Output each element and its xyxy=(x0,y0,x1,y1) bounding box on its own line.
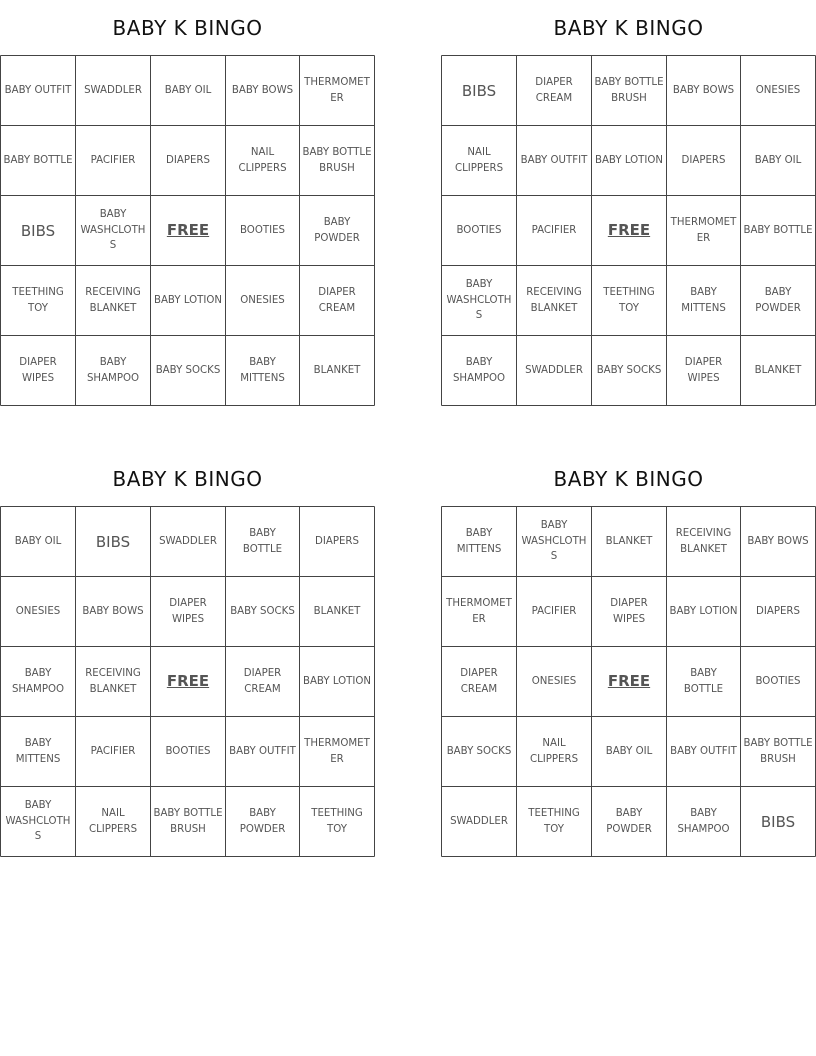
bingo-grid xyxy=(441,55,816,406)
bingo-cell-baby-shampoo: BABY SHAMPOO xyxy=(86,357,140,384)
bingo-cell-baby-shampoo: BABY SHAMPOO xyxy=(452,357,506,384)
bingo-cell-onesies: ONESIES xyxy=(15,605,61,617)
free-space: FREE xyxy=(607,220,651,239)
bingo-cell-baby-mittens: BABY MITTENS xyxy=(456,528,502,555)
bingo-cell-baby-bottle: BABY BOTTLE xyxy=(683,668,724,695)
bingo-cell-bibs: BIBS xyxy=(461,81,497,100)
bingo-cell-receiving-blanket: RECEIVING BLANKET xyxy=(85,287,141,314)
bingo-cell-nail-clippers: NAIL CLIPPERS xyxy=(88,808,138,835)
bingo-cell-baby-powder: BABY POWDER xyxy=(239,808,286,835)
bingo-cell-baby-mittens: BABY MITTENS xyxy=(240,357,285,384)
bingo-cell-baby-socks: BABY SOCKS xyxy=(155,364,221,376)
bingo-cell-baby-outfit: BABY OUTFIT xyxy=(229,745,296,757)
bingo-cell-baby-lotion: BABY LOTION xyxy=(153,294,223,306)
bingo-cell-teething-toy: TEETHING TOY xyxy=(12,287,64,314)
bingo-cell-baby-outfit: BABY OUTFIT xyxy=(4,84,72,96)
bingo-cell-diapers: DIAPERS xyxy=(315,535,359,547)
bingo-cell-diaper-cream: DIAPER CREAM xyxy=(460,668,498,695)
bingo-cell-pacifier: PACIFIER xyxy=(531,224,577,236)
bingo-cell-blanket: BLANKET xyxy=(754,364,802,376)
card-title: BABY K BINGO xyxy=(553,16,704,40)
bingo-cell-diaper-cream: DIAPER CREAM xyxy=(243,668,282,695)
bingo-cell-teething-toy: TEETHING TOY xyxy=(311,808,363,835)
bingo-cell-receiving-blanket: RECEIVING BLANKET xyxy=(675,528,732,555)
bingo-cell-onesies: ONESIES xyxy=(755,84,801,96)
bingo-cell-thermometer: THERMOMETER xyxy=(304,738,370,765)
bingo-cell-diaper-wipes: DIAPER WIPES xyxy=(19,357,57,384)
bingo-cell-teething-toy: TEETHING TOY xyxy=(528,808,580,835)
card-title: BABY K BINGO xyxy=(112,467,263,491)
bingo-cell-baby-bottle: BABY BOTTLE xyxy=(3,154,73,166)
bingo-cell-baby-bottle-brush: BABY BOTTLE BRUSH xyxy=(743,738,813,765)
bingo-cell-thermometer: THERMOMETER xyxy=(304,77,370,104)
bingo-cell-booties: BOOTIES xyxy=(456,224,502,236)
card-title: BABY K BINGO xyxy=(553,467,704,491)
bingo-grid xyxy=(0,55,375,406)
bingo-cell-booties: BOOTIES xyxy=(240,224,285,236)
bingo-cell-baby-washcloths: BABY WASHCLOTHS xyxy=(80,209,146,252)
bingo-cell-receiving-blanket: RECEIVING BLANKET xyxy=(85,668,141,695)
bingo-cell-pacifier: PACIFIER xyxy=(90,154,136,166)
bingo-cell-baby-oil: BABY OIL xyxy=(14,535,62,547)
bingo-cell-baby-mittens: BABY MITTENS xyxy=(681,287,726,314)
free-space: FREE xyxy=(166,671,210,690)
bingo-card-4 xyxy=(441,451,816,835)
bingo-cell-baby-powder: BABY POWDER xyxy=(606,808,652,835)
bingo-cell-thermometer: THERMOMETER xyxy=(670,217,737,244)
bingo-cell-thermometer: THERMOMETER xyxy=(446,598,512,625)
bingo-cell-baby-oil: BABY OIL xyxy=(605,745,653,757)
bingo-cell-diapers: DIAPERS xyxy=(681,154,726,166)
bingo-cell-baby-lotion: BABY LOTION xyxy=(302,675,372,687)
bingo-cell-swaddler: SWADDLER xyxy=(450,815,508,827)
bingo-cell-blanket: BLANKET xyxy=(313,605,361,617)
bingo-cell-swaddler: SWADDLER xyxy=(525,364,583,376)
bingo-cell-pacifier: PACIFIER xyxy=(90,745,136,757)
bingo-cell-pacifier: PACIFIER xyxy=(531,605,577,617)
bingo-cell-booties: BOOTIES xyxy=(755,675,801,687)
bingo-cell-blanket: BLANKET xyxy=(313,364,361,376)
bingo-cell-receiving-blanket: RECEIVING BLANKET xyxy=(526,287,582,314)
bingo-cell-baby-lotion: BABY LOTION xyxy=(669,605,738,617)
bingo-cell-booties: BOOTIES xyxy=(165,745,211,757)
bingo-cell-onesies: ONESIES xyxy=(531,675,577,687)
bingo-cell-baby-bows: BABY BOWS xyxy=(231,84,294,96)
card-title: BABY K BINGO xyxy=(112,16,263,40)
bingo-cell-baby-outfit: BABY OUTFIT xyxy=(520,154,588,166)
bingo-cell-baby-bottle-brush: BABY BOTTLE BRUSH xyxy=(302,147,372,174)
bingo-cell-baby-washcloths: BABY WASHCLOTHS xyxy=(446,279,512,322)
bingo-grid xyxy=(441,506,816,857)
bingo-cell-bibs: BIBS xyxy=(95,532,131,551)
bingo-cell-onesies: ONESIES xyxy=(240,294,285,306)
bingo-cell-teething-toy: TEETHING TOY xyxy=(603,287,655,314)
bingo-cell-nail-clippers: NAIL CLIPPERS xyxy=(529,738,579,765)
bingo-cell-baby-oil: BABY OIL xyxy=(754,154,802,166)
bingo-cell-baby-socks: BABY SOCKS xyxy=(230,605,295,617)
bingo-cell-swaddler: SWADDLER xyxy=(159,535,217,547)
bingo-cell-baby-bottle: BABY BOTTLE xyxy=(743,224,813,236)
bingo-cell-baby-bows: BABY BOWS xyxy=(672,84,735,96)
bingo-cell-baby-washcloths: BABY WASHCLOTHS xyxy=(5,800,71,843)
bingo-cell-baby-bottle-brush: BABY BOTTLE BRUSH xyxy=(153,808,223,835)
free-space: FREE xyxy=(166,220,210,239)
bingo-cell-baby-shampoo: BABY SHAMPOO xyxy=(11,668,65,695)
bingo-cell-baby-bows: BABY BOWS xyxy=(82,605,144,617)
bingo-cell-baby-bows: BABY BOWS xyxy=(747,535,809,547)
bingo-cell-baby-mittens: BABY MITTENS xyxy=(15,738,61,765)
bingo-cell-baby-outfit: BABY OUTFIT xyxy=(670,745,737,757)
bingo-cell-diaper-cream: DIAPER CREAM xyxy=(318,287,356,314)
bingo-cell-baby-powder: BABY POWDER xyxy=(755,287,801,314)
bingo-cell-diapers: DIAPERS xyxy=(756,605,800,617)
free-space: FREE xyxy=(607,671,651,690)
bingo-cell-baby-washcloths: BABY WASHCLOTHS xyxy=(521,520,587,563)
bingo-cell-bibs: BIBS xyxy=(760,812,796,831)
bingo-cell-baby-lotion: BABY LOTION xyxy=(594,154,664,166)
bingo-card-3 xyxy=(0,451,375,843)
bingo-cell-nail-clippers: NAIL CLIPPERS xyxy=(454,147,504,174)
bingo-grid xyxy=(0,506,375,857)
bingo-cell-baby-oil: BABY OIL xyxy=(164,84,212,96)
bingo-card-2 xyxy=(441,0,816,384)
bingo-cell-nail-clippers: NAIL CLIPPERS xyxy=(238,147,287,174)
bingo-cell-baby-bottle: BABY BOTTLE xyxy=(242,528,283,555)
bingo-cell-baby-powder: BABY POWDER xyxy=(314,217,360,244)
bingo-cell-bibs: BIBS xyxy=(20,221,56,240)
bingo-cell-diapers: DIAPERS xyxy=(166,154,210,166)
bingo-cell-diaper-cream: DIAPER CREAM xyxy=(535,77,573,104)
bingo-cell-baby-socks: BABY SOCKS xyxy=(596,364,662,376)
bingo-cell-swaddler: SWADDLER xyxy=(84,84,142,96)
bingo-cell-diaper-wipes: DIAPER WIPES xyxy=(684,357,723,384)
bingo-cell-diaper-wipes: DIAPER WIPES xyxy=(610,598,648,625)
bingo-cell-baby-bottle-brush: BABY BOTTLE BRUSH xyxy=(594,77,664,104)
bingo-cell-diaper-wipes: DIAPER WIPES xyxy=(169,598,207,625)
bingo-card-1 xyxy=(0,0,375,384)
bingo-cell-baby-socks: BABY SOCKS xyxy=(446,745,512,757)
bingo-cell-baby-shampoo: BABY SHAMPOO xyxy=(677,808,730,835)
bingo-cell-blanket: BLANKET xyxy=(605,535,653,547)
